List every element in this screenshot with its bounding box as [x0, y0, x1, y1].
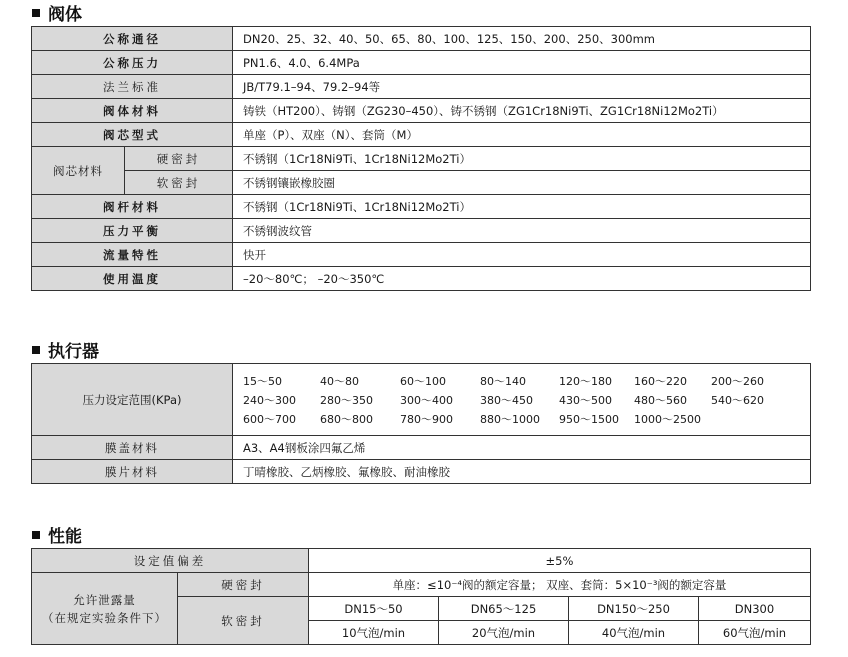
size-cell: DN15～50	[309, 597, 439, 621]
pressure-range-item: 60～100	[400, 374, 446, 388]
pressure-range-item: 240～300	[243, 393, 296, 407]
cover-material-label: 膜盖材料	[32, 436, 233, 460]
pressure-range-item: 480～560	[634, 393, 687, 407]
pressure-range-label: 压力设定范围(KPa)	[32, 364, 233, 436]
row-label: 阀杆材料	[32, 195, 233, 219]
table-row	[32, 460, 811, 484]
row-value: 铸铁（HT200）、铸钢（ZG230–450）、铸不锈钢（ZG1Cr18Ni9Ti、ZG1Cr18Ni12Mo2Ti）	[233, 99, 811, 123]
table-row	[32, 123, 811, 147]
section-title-actuator: 执行器	[32, 337, 99, 362]
row-label: 法兰标准	[32, 75, 233, 99]
pressure-range-item: 80～140	[480, 374, 526, 388]
section-title-valve-body: 阀体	[32, 0, 82, 25]
size-cell: DN150～250	[569, 597, 699, 621]
leak-label-line2: （在规定实验条件下）	[42, 610, 167, 625]
row-label: 公称通径	[32, 27, 233, 51]
pressure-grid	[243, 369, 800, 431]
square-bullet-icon	[32, 346, 40, 354]
size-cell: DN65～125	[439, 597, 569, 621]
pressure-range-item: 880～1000	[480, 412, 540, 426]
table-row	[32, 51, 811, 75]
hard-seal-value: 单座：≤10⁻⁴阀的额定容量； 双座、套筒：5×10⁻³阀的额定容量	[309, 573, 811, 597]
table-row	[32, 243, 811, 267]
table-row	[32, 436, 811, 460]
pressure-range-item: 200～260	[711, 374, 764, 388]
bubble-cell: 10气泡/min	[309, 621, 439, 645]
section-title-performance: 性能	[32, 522, 82, 547]
pressure-range-item	[711, 411, 771, 427]
table-row	[32, 364, 811, 436]
row-label: 公称压力	[32, 51, 233, 75]
pressure-range-item: 680～800	[320, 412, 373, 426]
pressure-range-item: 160～220	[634, 374, 687, 388]
pressure-range-item: 950～1500	[559, 412, 619, 426]
square-bullet-icon	[32, 9, 40, 17]
actuator-table	[31, 363, 811, 484]
soft-seal-label: 软密封	[125, 171, 233, 195]
core-material-label: 阀芯材料	[32, 147, 125, 195]
performance-table	[31, 548, 811, 645]
row-label: 压力平衡	[32, 219, 233, 243]
soft-seal-label: 软密封	[178, 597, 309, 645]
leak-label-line1: 允许泄露量	[73, 592, 136, 607]
pressure-range-item: 15～50	[243, 374, 282, 388]
table-row	[32, 75, 811, 99]
deviation-label: 设定值偏差	[32, 549, 309, 573]
bubble-cell: 60气泡/min	[699, 621, 811, 645]
table-row	[32, 27, 811, 51]
diaphragm-material-label: 膜片材料	[32, 460, 233, 484]
table-row	[32, 549, 811, 573]
bubble-cell: 20气泡/min	[439, 621, 569, 645]
row-value: DN20、25、32、40、50、65、80、100、125、150、200、250、300mm	[233, 27, 811, 51]
row-value: 不锈钢（1Cr18Ni9Ti、1Cr18Ni12Mo2Ti）	[233, 195, 811, 219]
hard-seal-value: 不锈钢（1Cr18Ni9Ti、1Cr18Ni12Mo2Ti）	[233, 147, 811, 171]
leak-label	[32, 573, 178, 645]
pressure-range-values	[233, 364, 811, 436]
pressure-range-item: 430～500	[559, 393, 612, 407]
pressure-range-item: 1000～2500	[634, 412, 701, 426]
deviation-value: ±5%	[309, 549, 811, 573]
row-label: 使用温度	[32, 267, 233, 291]
pressure-range-item: 120～180	[559, 374, 612, 388]
table-row	[32, 147, 811, 171]
pressure-range-item: 380～450	[480, 393, 533, 407]
pressure-range-item: 540～620	[711, 393, 764, 407]
table-row	[32, 219, 811, 243]
valve-body-table	[31, 26, 811, 291]
pressure-range-item: 40～80	[320, 374, 359, 388]
row-value: –20～80℃； –20～350℃	[233, 267, 811, 291]
diaphragm-material-value: 丁晴橡胶、乙炳橡胶、氟橡胶、耐油橡胶	[233, 460, 811, 484]
pressure-range-item: 280～350	[320, 393, 373, 407]
table-row	[32, 573, 811, 597]
hard-seal-label: 硬密封	[178, 573, 309, 597]
pressure-range-item: 780～900	[400, 412, 453, 426]
row-value: JB/T79.1–94、79.2–94等	[233, 75, 811, 99]
table-row	[32, 195, 811, 219]
hard-seal-label: 硬密封	[125, 147, 233, 171]
bubble-cell: 40气泡/min	[569, 621, 699, 645]
soft-seal-value: 不锈钢镶嵌橡胶圈	[233, 171, 811, 195]
row-label: 流量特性	[32, 243, 233, 267]
row-value: PN1.6、4.0、6.4MPa	[233, 51, 811, 75]
table-row	[32, 267, 811, 291]
cover-material-value: A3、A4钢板涂四氟乙烯	[233, 436, 811, 460]
size-cell: DN300	[699, 597, 811, 621]
row-value: 不锈钢波纹管	[233, 219, 811, 243]
square-bullet-icon	[32, 531, 40, 539]
table-row	[32, 171, 811, 195]
pressure-range-item: 300～400	[400, 393, 453, 407]
row-value: 快开	[233, 243, 811, 267]
pressure-range-item: 600～700	[243, 412, 296, 426]
row-label: 阀芯型式	[32, 123, 233, 147]
row-value: 单座（P）、双座（N）、套筒（M）	[233, 123, 811, 147]
row-label: 阀体材料	[32, 99, 233, 123]
table-row	[32, 99, 811, 123]
